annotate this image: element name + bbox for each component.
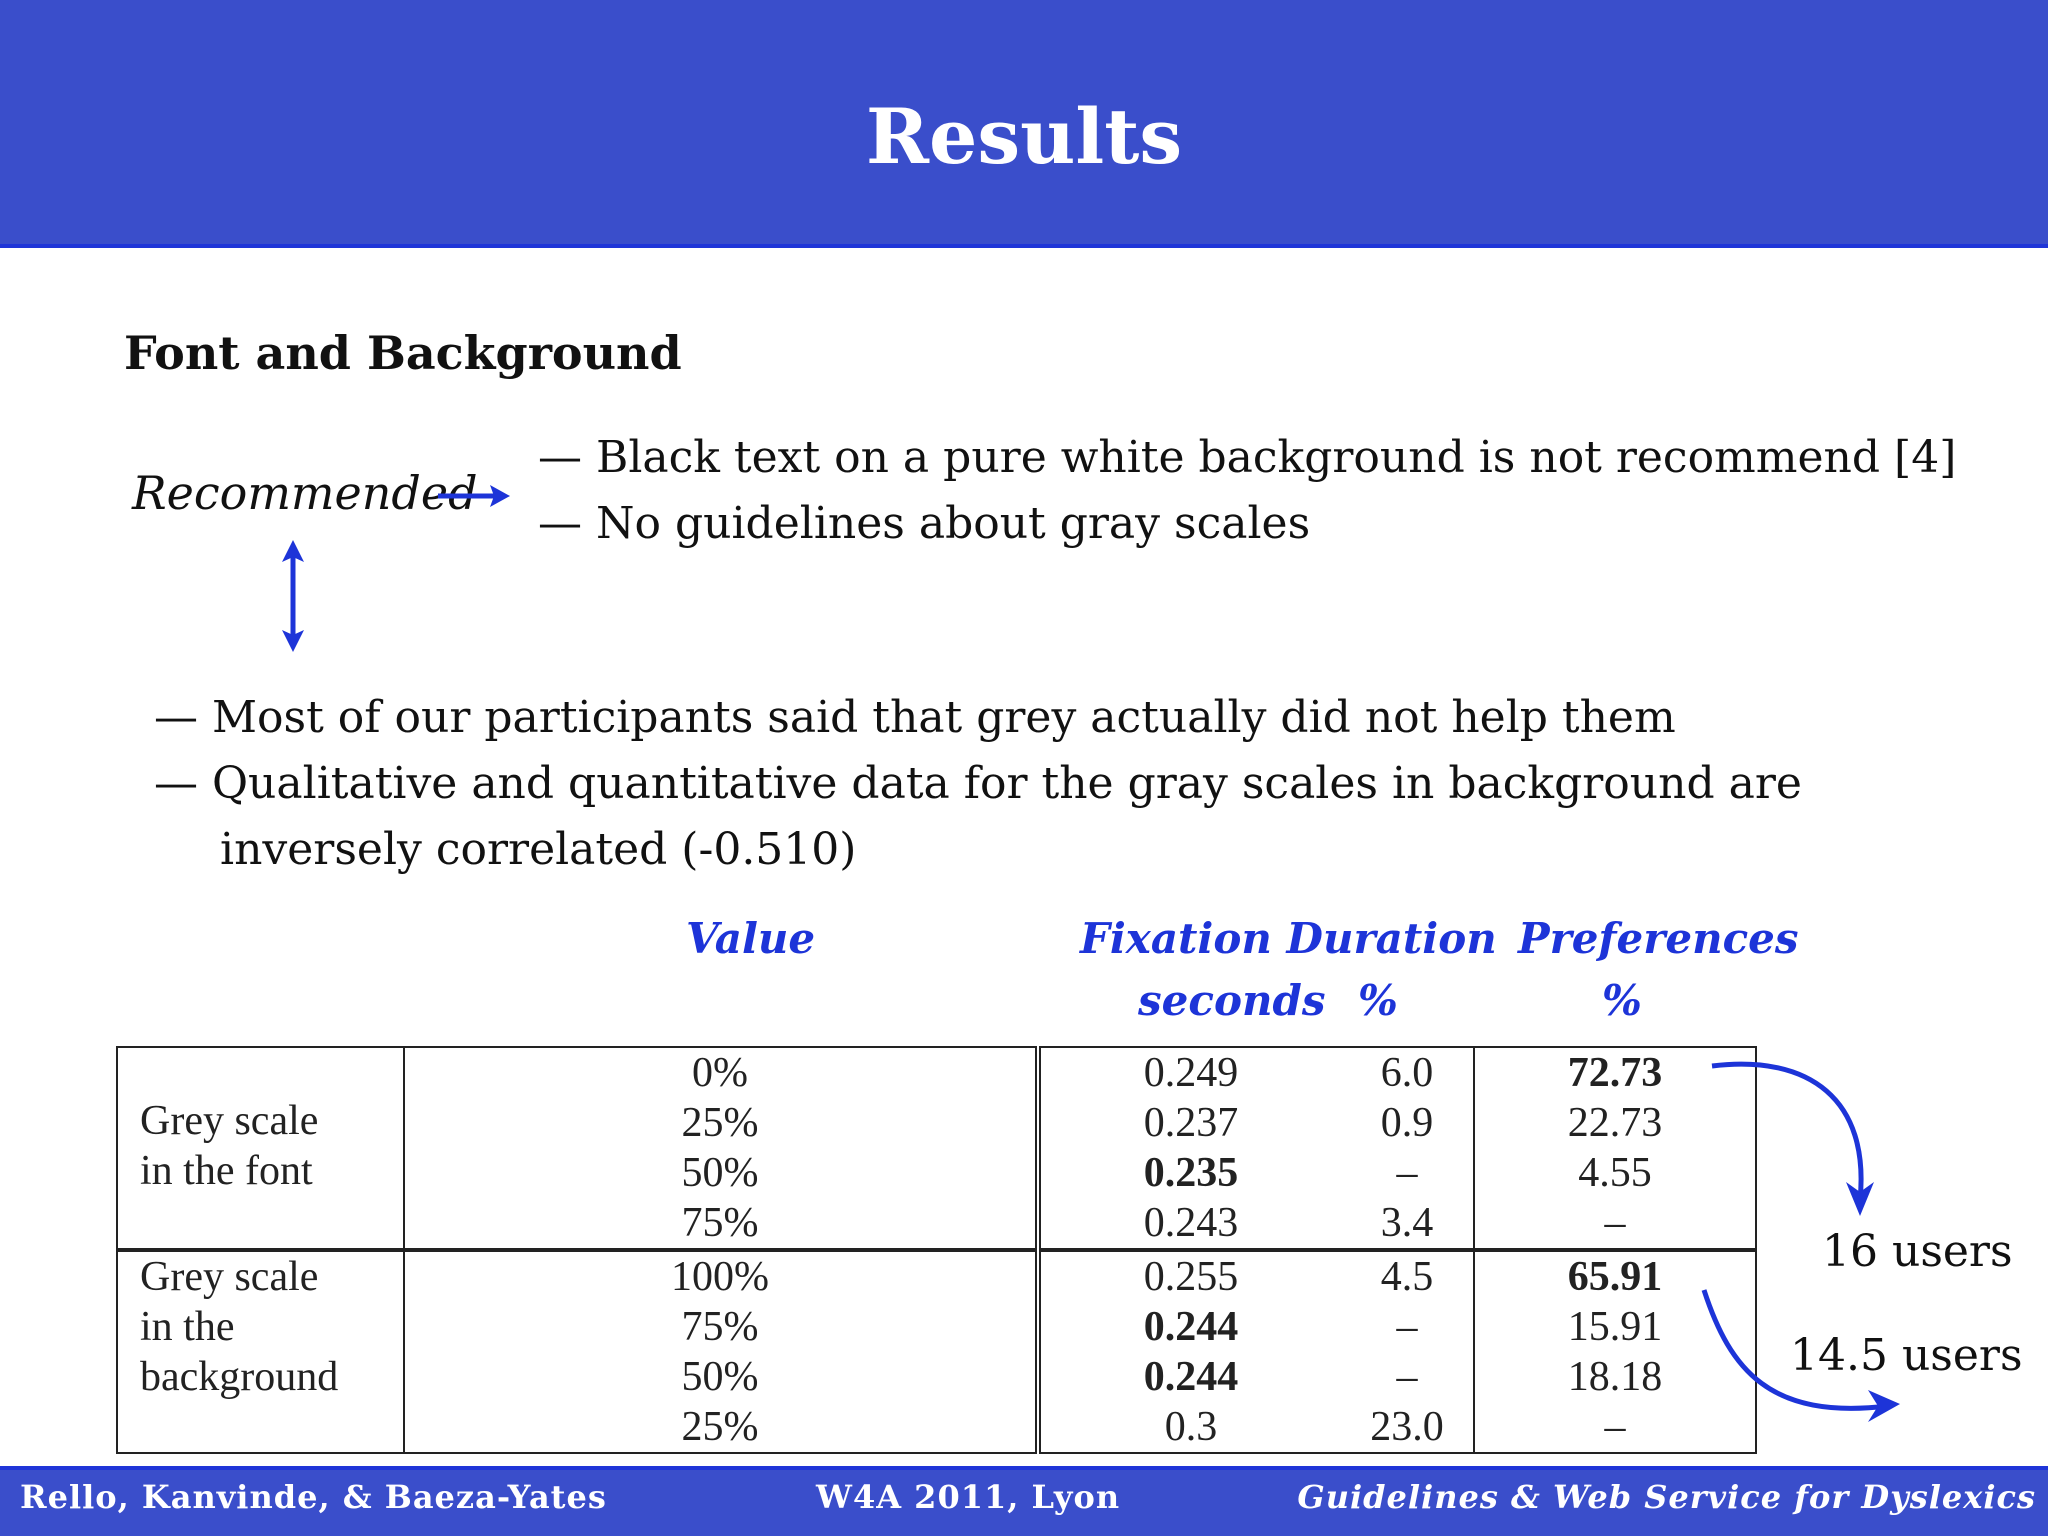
group-label — [117, 1251, 404, 1453]
preferences-item: 15.91 — [1567, 1304, 1663, 1350]
value-item: 50% — [681, 1150, 759, 1196]
fixation-percent-item: – — [1396, 1304, 1418, 1350]
preferences-item: – — [1604, 1404, 1626, 1450]
header-seconds: seconds — [1138, 976, 1326, 1025]
table-row — [117, 1251, 1756, 1453]
header-preferences-percent: % — [1602, 976, 1642, 1025]
seconds-item: 0.255 — [1143, 1254, 1239, 1300]
header-value: Value — [686, 914, 816, 963]
slide-title: Results — [865, 92, 1183, 181]
finding-1: — Most of our participants said that grey actually did not help them — [154, 692, 1676, 743]
group-label-line: in the — [140, 1304, 235, 1350]
vertical-double-arrow-icon — [276, 538, 310, 654]
section-title: Font and Background — [124, 326, 682, 380]
value-cell — [404, 1047, 1038, 1249]
preferences-item: 22.73 — [1567, 1100, 1663, 1146]
value-item: 0% — [692, 1050, 748, 1096]
preferences-item: – — [1604, 1200, 1626, 1246]
footer-authors: Rello, Kanvinde, & Baeza-Yates — [20, 1478, 607, 1516]
background-users-note: 14.5 users — [1790, 1330, 2023, 1381]
group-label-line: Grey scale — [140, 1254, 319, 1300]
seconds-item: 0.244 — [1143, 1304, 1239, 1350]
fixation-percent-cell — [1341, 1047, 1474, 1249]
fixation-percent-item: 3.4 — [1380, 1200, 1434, 1246]
seconds-item: 0.235 — [1143, 1150, 1239, 1196]
preferences-item: 18.18 — [1567, 1354, 1663, 1400]
group-label-line: in the font — [140, 1148, 313, 1194]
preferences-item: 4.55 — [1578, 1150, 1652, 1196]
header-preferences: Preferences — [1518, 914, 1799, 963]
value-cell — [404, 1251, 1038, 1453]
value-item: 25% — [681, 1100, 759, 1146]
recommended-line-1: — Black text on a pure white background is not recommend [4] — [538, 432, 1957, 483]
seconds-cell — [1038, 1251, 1341, 1453]
value-item: 50% — [681, 1354, 759, 1400]
value-item: 75% — [681, 1304, 759, 1350]
fixation-percent-item: 4.5 — [1380, 1254, 1434, 1300]
seconds-item: 0.244 — [1143, 1354, 1239, 1400]
header-fixation-duration: Fixation Duration — [1080, 914, 1497, 963]
fixation-percent-item: 0.9 — [1380, 1100, 1434, 1146]
finding-2-continued: inversely correlated (-0.510) — [220, 824, 857, 875]
group-label-line: Grey scale — [140, 1098, 319, 1144]
fixation-percent-item: – — [1396, 1354, 1418, 1400]
fixation-percent-cell — [1341, 1251, 1474, 1453]
recommended-label: Recommended — [132, 466, 478, 520]
value-item: 25% — [681, 1404, 759, 1450]
results-table-font — [116, 1046, 1757, 1250]
preferences-item: 72.73 — [1567, 1050, 1663, 1096]
finding-2: — Qualitative and quantitative data for the gray scales in background are — [154, 758, 1802, 809]
results-table-background — [116, 1250, 1757, 1454]
footer-venue: W4A 2011, Lyon — [816, 1478, 1121, 1516]
footer-talk-title: Guidelines & Web Service for Dyslexics — [1297, 1478, 2036, 1516]
fixation-percent-item: 6.0 — [1380, 1050, 1434, 1096]
seconds-cell — [1038, 1047, 1341, 1249]
value-item: 75% — [681, 1200, 759, 1246]
right-arrow-icon — [436, 478, 512, 514]
seconds-item: 0.3 — [1164, 1404, 1218, 1450]
curved-arrow-icon — [1712, 1064, 1861, 1200]
seconds-item: 0.243 — [1143, 1200, 1239, 1246]
seconds-item: 0.249 — [1143, 1050, 1239, 1096]
group-label — [117, 1047, 404, 1249]
fixation-percent-item: – — [1396, 1150, 1418, 1196]
value-item: 100% — [671, 1254, 769, 1300]
seconds-item: 0.237 — [1143, 1100, 1239, 1146]
font-users-note: 16 users — [1822, 1226, 2013, 1277]
fixation-percent-item: 23.0 — [1370, 1404, 1444, 1450]
recommended-line-2: — No guidelines about gray scales — [538, 498, 1311, 549]
header-fixation-percent: % — [1358, 976, 1398, 1025]
group-label-line: background — [140, 1354, 339, 1400]
table-row — [117, 1047, 1756, 1249]
preferences-item: 65.91 — [1567, 1254, 1663, 1300]
